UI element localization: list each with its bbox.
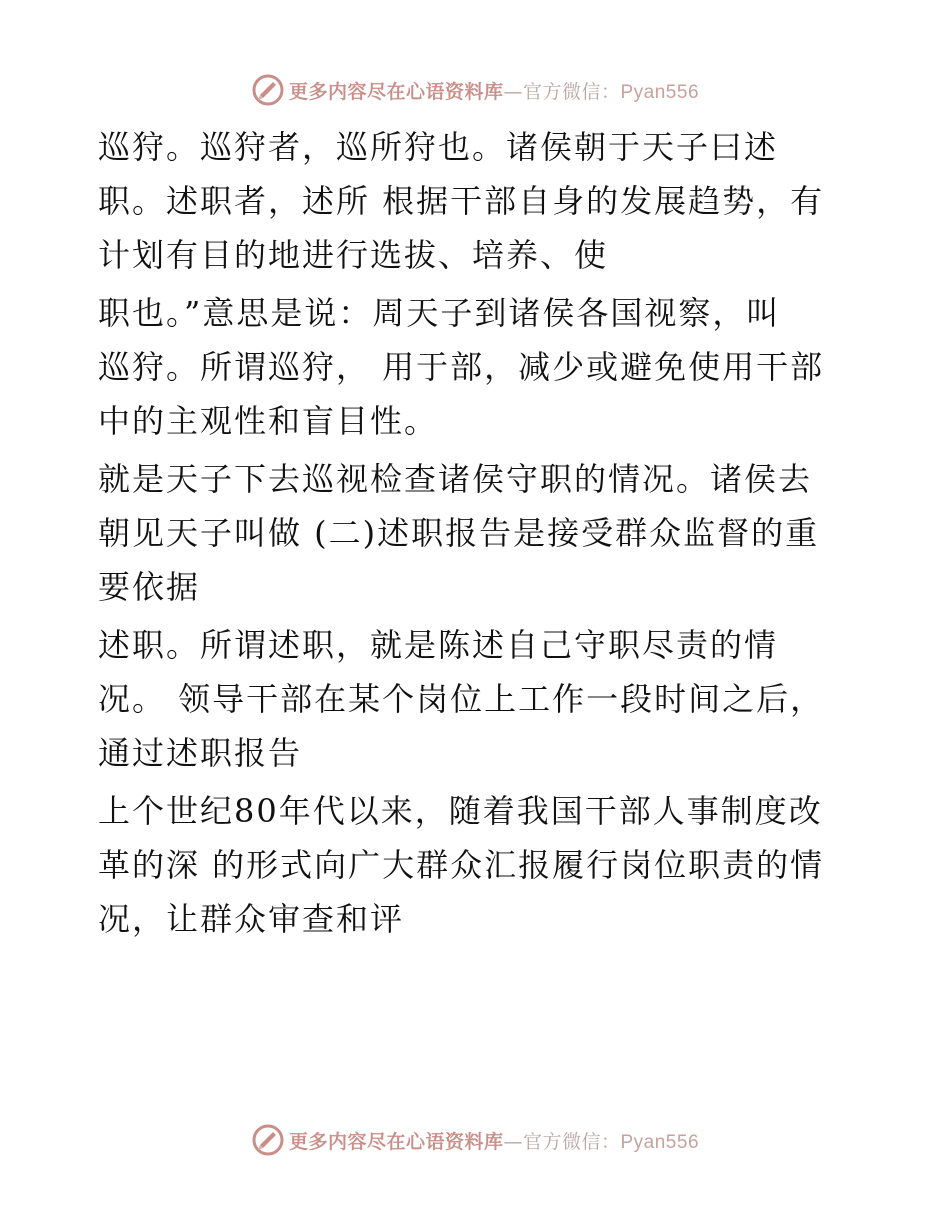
paragraph bbox=[98, 124, 843, 278]
text-line: 况，让群众审查和评 bbox=[98, 900, 405, 938]
watermark-brand: 更多内容尽在心语资料库 bbox=[288, 1130, 504, 1153]
text-line: 上个世纪80年代以来，随着我国干部人事制度改 bbox=[98, 792, 823, 830]
text-line: 通过述职报告 bbox=[98, 734, 303, 772]
text-line: 巡狩。巡狩者，巡所狩也。诸侯朝于天子曰述 bbox=[98, 128, 779, 166]
watermark-wechat-id: Pyan556 bbox=[620, 81, 700, 103]
watermark-brand: 更多内容尽在心语资料库 bbox=[288, 80, 504, 103]
pen-logo-icon bbox=[251, 1123, 285, 1157]
text-line: 职也。”意思是说：周天子到诸侯各国视察，叫 bbox=[98, 294, 781, 332]
text-line: 中的主观性和盲目性。 bbox=[98, 402, 439, 440]
text-line: 要依据 bbox=[98, 568, 201, 606]
paragraph bbox=[98, 456, 843, 610]
paragraph bbox=[98, 788, 843, 942]
pen-logo-icon bbox=[251, 73, 285, 107]
watermark-dash: — bbox=[503, 1130, 523, 1153]
text-line: 况。 领导干部在某个岗位上工作一段时间之后， bbox=[98, 680, 825, 718]
text-line: 就是天子下去巡视检查诸侯守职的情况。诸侯去 bbox=[98, 460, 813, 498]
text-line: 职。述职者，述所 根据干部自身的发展趋势，有 bbox=[98, 182, 825, 220]
text-line: 革的深 的形式向广大群众汇报履行岗位职责的情 bbox=[98, 846, 825, 884]
document-body bbox=[98, 124, 843, 954]
text-line: 朝见天子叫做 (二)述职报告是接受群众监督的重 bbox=[98, 514, 820, 552]
watermark-text bbox=[289, 77, 699, 104]
text-line: 巡狩。所谓巡狩， 用于部，减少或避免使用干部 bbox=[98, 348, 825, 386]
watermark-wechat-id: Pyan556 bbox=[620, 1131, 700, 1153]
paragraph bbox=[98, 622, 843, 776]
watermark-dash: — bbox=[503, 80, 523, 103]
watermark-wechat-label: 官方微信： bbox=[522, 80, 621, 103]
watermark-wechat-label: 官方微信： bbox=[522, 1130, 621, 1153]
text-line: 计划有目的地进行选拔、培养、使 bbox=[98, 236, 609, 274]
watermark-text bbox=[289, 1127, 699, 1154]
paragraph bbox=[98, 290, 843, 444]
footer-watermark bbox=[0, 1120, 950, 1160]
text-line: 述职。所谓述职，就是陈述自己守职尽责的情 bbox=[98, 626, 779, 664]
header-watermark bbox=[0, 70, 950, 110]
